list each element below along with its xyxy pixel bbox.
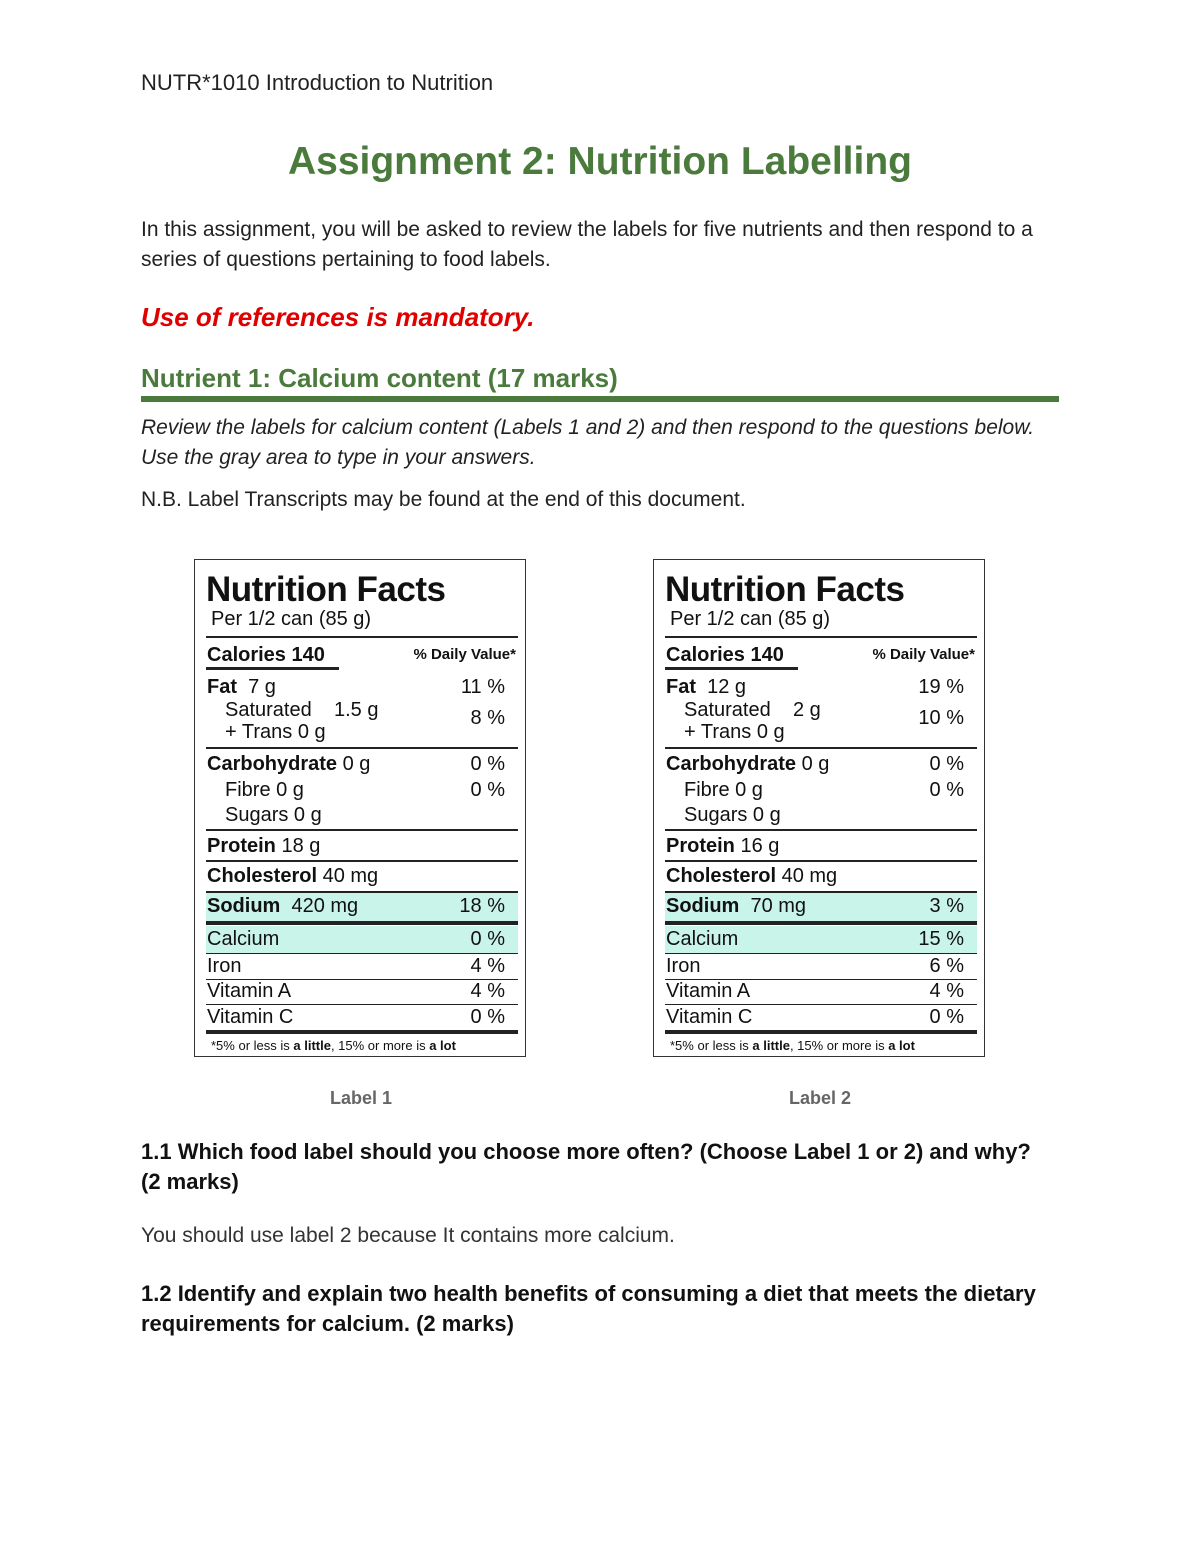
- foot-lot: a lot: [429, 1038, 456, 1053]
- saturated-row: [666, 699, 964, 729]
- carb-dv: 0 %: [929, 753, 964, 775]
- vitamin-c-row: [207, 1006, 505, 1029]
- label-footnote: [211, 1038, 456, 1053]
- thick-rule: [206, 1030, 518, 1034]
- sodium-amount: 70 mg: [750, 895, 807, 917]
- fibre: Fibre 0 g: [684, 779, 763, 801]
- carb-dv: 0 %: [470, 753, 505, 775]
- calories-underline: [665, 667, 798, 670]
- vitamin-a-row: [666, 980, 964, 1003]
- nf-serving: Per 1/2 can (85 g): [670, 608, 831, 630]
- iron-dv: 6 %: [929, 955, 964, 977]
- fat-dv: 19 %: [918, 676, 964, 698]
- iron-label: Iron: [666, 955, 701, 977]
- rule: [665, 747, 977, 749]
- fibre-dv: 0 %: [929, 779, 964, 801]
- sodium-dv: 3 %: [929, 895, 964, 917]
- vitamin-c-label: Vitamin C: [666, 1006, 753, 1028]
- sat-dv: 8 %: [470, 707, 505, 729]
- sodium-amount: 420 mg: [291, 895, 359, 917]
- review-instructions: Review the labels for calcium content (Labels 1 and 2) and then respond to the questions below. Use the gray area to type in your answers.: [141, 416, 1035, 469]
- vitamin-a-dv: 4 %: [470, 980, 505, 1002]
- protein-row: [666, 835, 964, 858]
- foot-little: a little: [293, 1038, 331, 1053]
- question-1-2: 1.2 Identify and explain two health benefits of consuming a diet that meets the dietary requirements for calcium. (2 marks): [141, 1281, 1036, 1336]
- label-1-caption: Label 1: [330, 1088, 393, 1108]
- sodium-row: [666, 895, 964, 918]
- rule: [206, 829, 518, 831]
- iron-row: [207, 955, 505, 978]
- fibre-row: [207, 779, 505, 802]
- sat-amount: 1.5 g: [333, 699, 379, 721]
- carb-amount: 0 g: [342, 753, 371, 775]
- nf-serving: Per 1/2 can (85 g): [211, 608, 372, 630]
- calcium-label: Calcium: [207, 928, 280, 950]
- cholesterol-row: [666, 865, 964, 888]
- rule: [206, 636, 518, 638]
- nutrition-label-1: [194, 559, 526, 1057]
- mandatory-notice: Use of references is mandatory.: [141, 302, 535, 332]
- rule: [665, 636, 977, 638]
- label-2-caption: Label 2: [789, 1088, 852, 1108]
- rule: [665, 860, 977, 862]
- vitamin-c-row: [666, 1006, 964, 1029]
- fibre-dv: 0 %: [470, 779, 505, 801]
- trans-row: + Trans 0 g: [225, 721, 326, 743]
- sodium-label: Sodium: [207, 895, 281, 917]
- sodium-label: Sodium: [666, 895, 740, 917]
- rule: [665, 829, 977, 831]
- chol-amount: 40 mg: [781, 865, 838, 887]
- label-footnote: [670, 1038, 915, 1053]
- fat-amount: 12 g: [707, 676, 747, 698]
- calcium-row: [666, 928, 964, 951]
- sugars-row: Sugars 0 g: [684, 804, 781, 826]
- vitamin-a-label: Vitamin A: [666, 980, 751, 1002]
- vitamin-c-dv: 0 %: [470, 1006, 505, 1028]
- carb-amount: 0 g: [801, 753, 830, 775]
- chol-label: Cholesterol: [207, 865, 318, 887]
- calcium-row: [207, 928, 505, 951]
- rule: [206, 953, 518, 954]
- foot-lot: a lot: [888, 1038, 915, 1053]
- thick-rule: [665, 1030, 977, 1034]
- foot-text: , 15% or more is: [330, 1038, 430, 1053]
- calcium-dv: 0 %: [470, 928, 505, 950]
- carb-row: [207, 753, 505, 776]
- carb-label: Carbohydrate: [207, 753, 338, 775]
- foot-little: a little: [752, 1038, 790, 1053]
- fat-row: [666, 676, 964, 699]
- vitamin-a-dv: 4 %: [929, 980, 964, 1002]
- calories-underline: [206, 667, 339, 670]
- calcium-label: Calcium: [666, 928, 739, 950]
- question-1-1: 1.1 Which food label should you choose more often? (Choose Label 1 or 2) and why? (2 marks): [141, 1139, 1031, 1194]
- fibre-row: [666, 779, 964, 802]
- sat-label: Saturated: [225, 699, 312, 721]
- protein-row: [207, 835, 505, 858]
- nb-note: N.B. Label Transcripts may be found at the end of this document.: [141, 488, 746, 511]
- sodium-dv: 18 %: [459, 895, 505, 917]
- fat-amount: 7 g: [248, 676, 276, 698]
- dv-header: % Daily Value*: [872, 646, 975, 663]
- thick-rule: [206, 921, 518, 925]
- fat-label: Fat: [207, 676, 237, 698]
- chol-amount: 40 mg: [322, 865, 379, 887]
- sodium-row: [207, 895, 505, 918]
- calories: Calories 140: [666, 644, 784, 666]
- calcium-dv: 15 %: [918, 928, 964, 950]
- vitamin-c-label: Vitamin C: [207, 1006, 294, 1028]
- sat-amount: 2 g: [792, 699, 821, 721]
- intro-paragraph: In this assignment, you will be asked to review the labels for five nutrients and then respond to a series of questions pertaining to food labels.: [141, 218, 1033, 271]
- thick-rule: [665, 921, 977, 925]
- trans-row: + Trans 0 g: [684, 721, 785, 743]
- fat-row: [207, 676, 505, 699]
- carb-label: Carbohydrate: [666, 753, 797, 775]
- nf-title: Nutrition Facts: [206, 570, 446, 609]
- protein-amount: 16 g: [740, 835, 780, 857]
- iron-dv: 4 %: [470, 955, 505, 977]
- fat-dv: 11 %: [460, 676, 505, 698]
- rule: [206, 860, 518, 862]
- rule: [206, 747, 518, 749]
- fat-label: Fat: [666, 676, 696, 698]
- rule: [206, 1004, 518, 1005]
- fibre: Fibre 0 g: [225, 779, 304, 801]
- protein-label: Protein: [666, 835, 735, 857]
- nf-title: Nutrition Facts: [665, 570, 905, 609]
- rule: [665, 953, 977, 954]
- nutrition-label-2: [653, 559, 985, 1057]
- saturated-row: [207, 699, 505, 729]
- sat-label: Saturated: [684, 699, 771, 721]
- vitamin-c-dv: 0 %: [929, 1006, 964, 1028]
- foot-text: , 15% or more is: [789, 1038, 889, 1053]
- answer-1-1[interactable]: You should use label 2 because It contains more calcium.: [141, 1224, 675, 1247]
- section-heading: Nutrient 1: Calcium content (17 marks): [141, 363, 618, 393]
- sugars-row: Sugars 0 g: [225, 804, 322, 826]
- iron-row: [666, 955, 964, 978]
- protein-label: Protein: [207, 835, 276, 857]
- foot-text: *5% or less is: [211, 1038, 294, 1053]
- vitamin-a-row: [207, 980, 505, 1003]
- dv-header: % Daily Value*: [413, 646, 516, 663]
- cholesterol-row: [207, 865, 505, 888]
- chol-label: Cholesterol: [666, 865, 777, 887]
- rule: [665, 1004, 977, 1005]
- protein-amount: 18 g: [281, 835, 321, 857]
- foot-text: *5% or less is: [670, 1038, 753, 1053]
- carb-row: [666, 753, 964, 776]
- sat-dv: 10 %: [918, 707, 964, 729]
- iron-label: Iron: [207, 955, 242, 977]
- section-divider: [141, 396, 1059, 402]
- calories: Calories 140: [207, 644, 325, 666]
- course-header: NUTR*1010 Introduction to Nutrition: [141, 70, 494, 95]
- page-title: Assignment 2: Nutrition Labelling: [287, 140, 913, 183]
- vitamin-a-label: Vitamin A: [207, 980, 292, 1002]
